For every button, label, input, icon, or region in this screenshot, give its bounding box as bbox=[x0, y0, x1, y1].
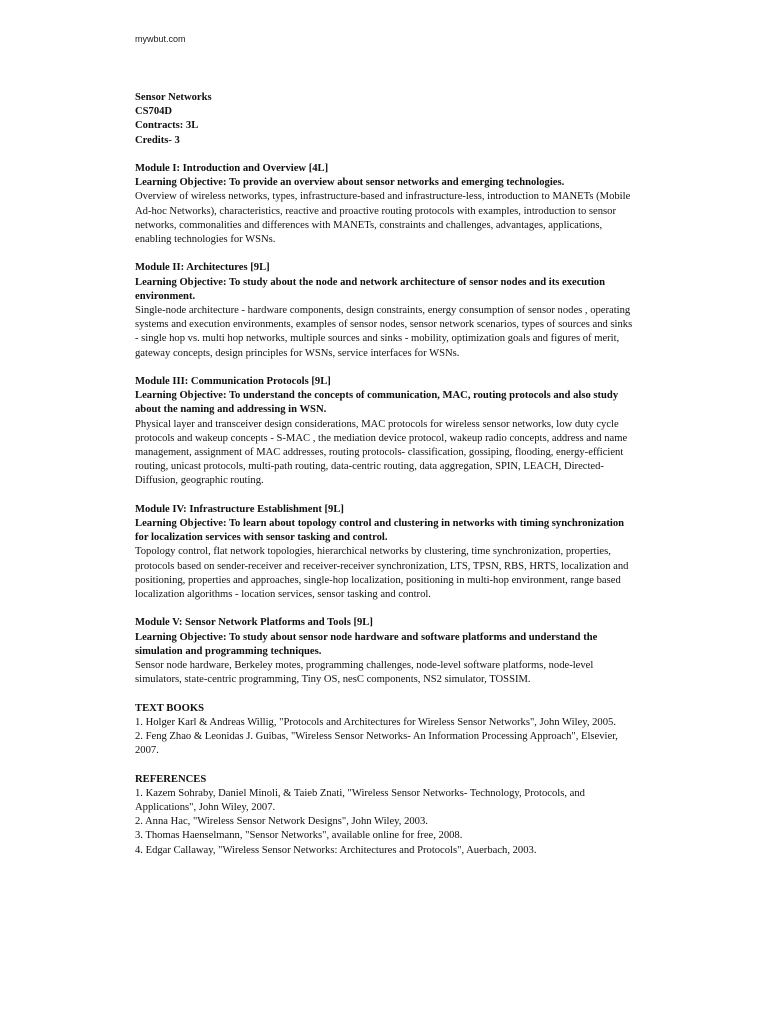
module-title: Module IV: Infrastructure Establishment [9L] bbox=[135, 503, 344, 515]
module-objective: Learning Objective: To study about the node and network architecture of sensor nodes and its execution environment. bbox=[135, 276, 605, 302]
textbook-item: 2. Feng Zhao & Leonidas J. Guibas, "Wireless Sensor Networks- An Information Processing Approach", Elsevier, 2007. bbox=[135, 731, 618, 757]
module-title: Module II: Architectures [9L] bbox=[135, 262, 270, 274]
module-5 bbox=[135, 616, 635, 687]
reference-item: 1. Kazem Sohraby, Daniel Minoli, & Taieb Znati, "Wireless Sensor Networks- Technology, Protocols, and Applications", John Wiley, 2007. bbox=[135, 787, 585, 814]
module-objective: Learning Objective: To provide an overview about sensor networks and emerging technologies. bbox=[135, 177, 565, 189]
course-code: CS704D bbox=[135, 106, 173, 118]
module-body: Single-node architecture - hardware components, design constraints, energy consumption of sensor nodes , operating systems and execution environments, examples of sensor nodes, sensor network scenarios, types of sources and sinks - single hop vs. multi hop networks, multiple sources and sinks - mobility, optimization goals and figures of merit, gateway concepts, design principles for WSNs, service interfaces for WSNs. bbox=[135, 305, 633, 359]
reference-item: 3. Thomas Haenselmann, "Sensor Networks", available online for free, 2008. bbox=[135, 830, 463, 842]
course-contracts: Contracts: 3L bbox=[135, 120, 199, 132]
textbooks-section bbox=[135, 702, 635, 759]
module-title: Module III: Communication Protocols [9L] bbox=[135, 376, 331, 388]
course-header bbox=[135, 91, 635, 148]
textbooks-heading: TEXT BOOKS bbox=[135, 702, 204, 714]
module-body: Physical layer and transceiver design considerations, MAC protocols for wireless sensor networks, low duty cycle protocols and wakeup concepts - S-MAC , the mediation device protocol, wakeup radio concepts, address and name management, assignment of MAC addresses, routing protocols- classification, gossiping, flooding, energy-efficient routing, unicast protocols, multi-path routing, data-centric routing, data aggregation, SPIN, LEACH, Directed-Diffusion, geographic routing. bbox=[135, 418, 628, 487]
reference-item: 2. Anna Hac, "Wireless Sensor Network Designs", John Wiley, 2003. bbox=[135, 816, 428, 828]
site-watermark: mywbut.com bbox=[135, 34, 186, 44]
course-credits: Credits- 3 bbox=[135, 134, 180, 146]
textbook-item: 1. Holger Karl & Andreas Willig, "Protocols and Architectures for Wireless Sensor Networks", John Wiley, 2005. bbox=[135, 716, 616, 728]
reference-item: 4. Edgar Callaway, "Wireless Sensor Networks: Architectures and Protocols", Auerbach, 2003. bbox=[135, 844, 537, 856]
module-body: Overview of wireless networks, types, infrastructure-based and infrastructure-less, introduction to MANETs (Mobile Ad-hoc Networks), characteristics, reactive and proactive routing protocols with examples, introduction to sensor networks, commonalities and differences with MANETs, constraints and challenges, advantages, applications, enabling technologies for WSNs. bbox=[135, 191, 631, 246]
course-title: Sensor Networks bbox=[135, 92, 212, 103]
module-1 bbox=[135, 162, 635, 247]
module-title: Module V: Sensor Network Platforms and Tools [9L] bbox=[135, 617, 373, 629]
syllabus-content bbox=[135, 91, 635, 858]
module-objective: Learning Objective: To understand the concepts of communication, MAC, routing protocols and also study about the naming and addressing in WSN. bbox=[135, 390, 619, 416]
module-2 bbox=[135, 261, 635, 360]
references-section bbox=[135, 773, 635, 858]
module-3 bbox=[135, 375, 635, 489]
module-objective: Learning Objective: To study about sensor node hardware and software platforms and understand the simulation and programming techniques. bbox=[135, 631, 598, 657]
module-4 bbox=[135, 503, 635, 602]
module-body: Topology control, flat network topologies, hierarchical networks by clustering, time synchronization, properties, protocols based on sender-receiver and receiver-receiver synchronization, LTS, TPSN, RBS, HRTS, localization and positioning, properties and approaches, single-hop localization, positioning in multi-hop environment, range based localization algorithms - location services, sensor tasking and control. bbox=[135, 546, 629, 601]
module-body: Sensor node hardware, Berkeley motes, programming challenges, node-level software platforms, node-level simulators, state-centric programming, Tiny OS, nesC components, NS2 simulator, TOSSIM. bbox=[135, 660, 594, 686]
references-heading: REFERENCES bbox=[135, 773, 207, 785]
module-title: Module I: Introduction and Overview [4L] bbox=[135, 163, 329, 174]
module-objective: Learning Objective: To learn about topology control and clustering in networks with timing synchronization for localization services with sensor tasking and control. bbox=[135, 518, 625, 544]
